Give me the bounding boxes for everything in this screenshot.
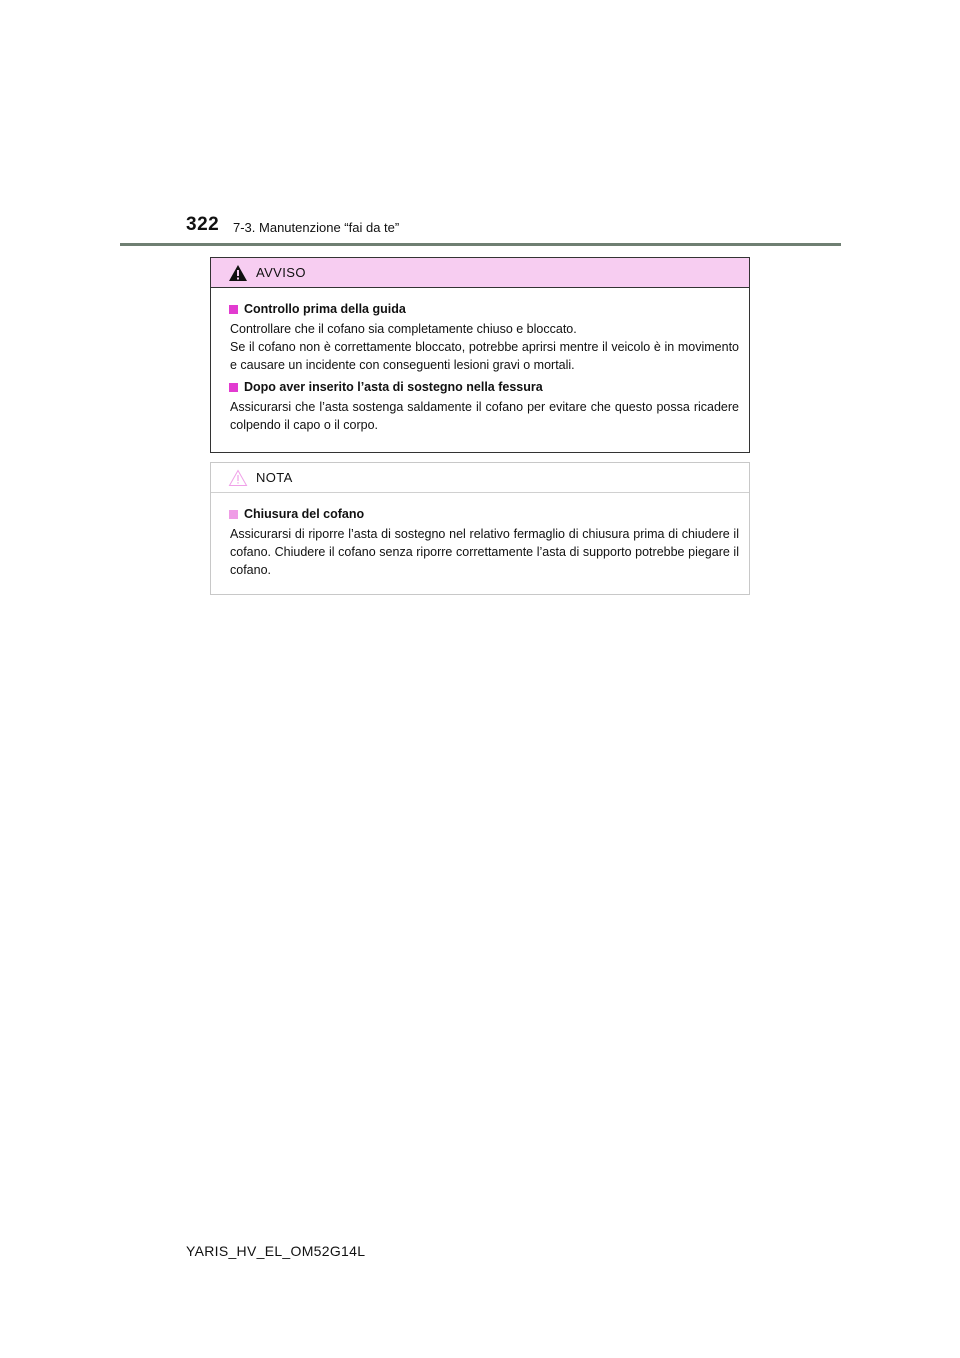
square-bullet-icon bbox=[229, 383, 238, 392]
warning-box bbox=[210, 257, 750, 453]
header-rule bbox=[120, 243, 841, 246]
warning-title: AVVISO bbox=[256, 265, 306, 280]
warning-paragraph: Se il cofano non è correttamente bloccato, potrebbe aprirsi mentre il veicolo è in movimento e causare un incidente con conseguenti lesioni gravi o mortali. bbox=[230, 340, 739, 372]
document-code: YARIS_HV_EL_OM52G14L bbox=[186, 1243, 366, 1259]
note-item-heading-text: Chiusura del cofano bbox=[244, 507, 365, 521]
note-item-text bbox=[229, 525, 739, 579]
warning-item-heading bbox=[229, 302, 739, 316]
note-header bbox=[211, 463, 749, 493]
section-title: 7-3. Manutenzione “fai da te” bbox=[233, 220, 400, 235]
warning-item-text bbox=[229, 320, 739, 374]
caution-outline-icon bbox=[228, 469, 248, 487]
note-body bbox=[211, 493, 749, 579]
note-item-heading bbox=[229, 507, 739, 521]
warning-paragraph: Controllare che il cofano sia completamente chiuso e bloccato. bbox=[230, 322, 577, 336]
note-title: NOTA bbox=[256, 470, 293, 485]
warning-header bbox=[211, 258, 749, 288]
warning-item-heading-text: Dopo aver inserito l’asta di sostegno nella fessura bbox=[244, 380, 543, 394]
note-paragraph: Assicurarsi di riporre l’asta di sostegno nel relativo fermaglio di chiusura prima di chiudere il cofano. Chiudere il cofano senza riporre correttamente l’asta di supporto potrebbe piegare il cofano. bbox=[230, 527, 739, 577]
warning-item-heading-text: Controllo prima della guida bbox=[244, 302, 406, 316]
warning-triangle-icon bbox=[228, 264, 248, 282]
page-number: 322 bbox=[186, 214, 220, 235]
square-bullet-icon bbox=[229, 305, 238, 314]
square-bullet-icon bbox=[229, 510, 238, 519]
warning-body bbox=[211, 288, 749, 434]
warning-paragraph: Assicurarsi che l’asta sostenga saldamente il cofano per evitare che questo possa ricadere colpendo il capo o il corpo. bbox=[230, 400, 739, 432]
warning-item-text bbox=[229, 398, 739, 434]
warning-item-heading bbox=[229, 380, 739, 394]
note-box bbox=[210, 462, 750, 595]
